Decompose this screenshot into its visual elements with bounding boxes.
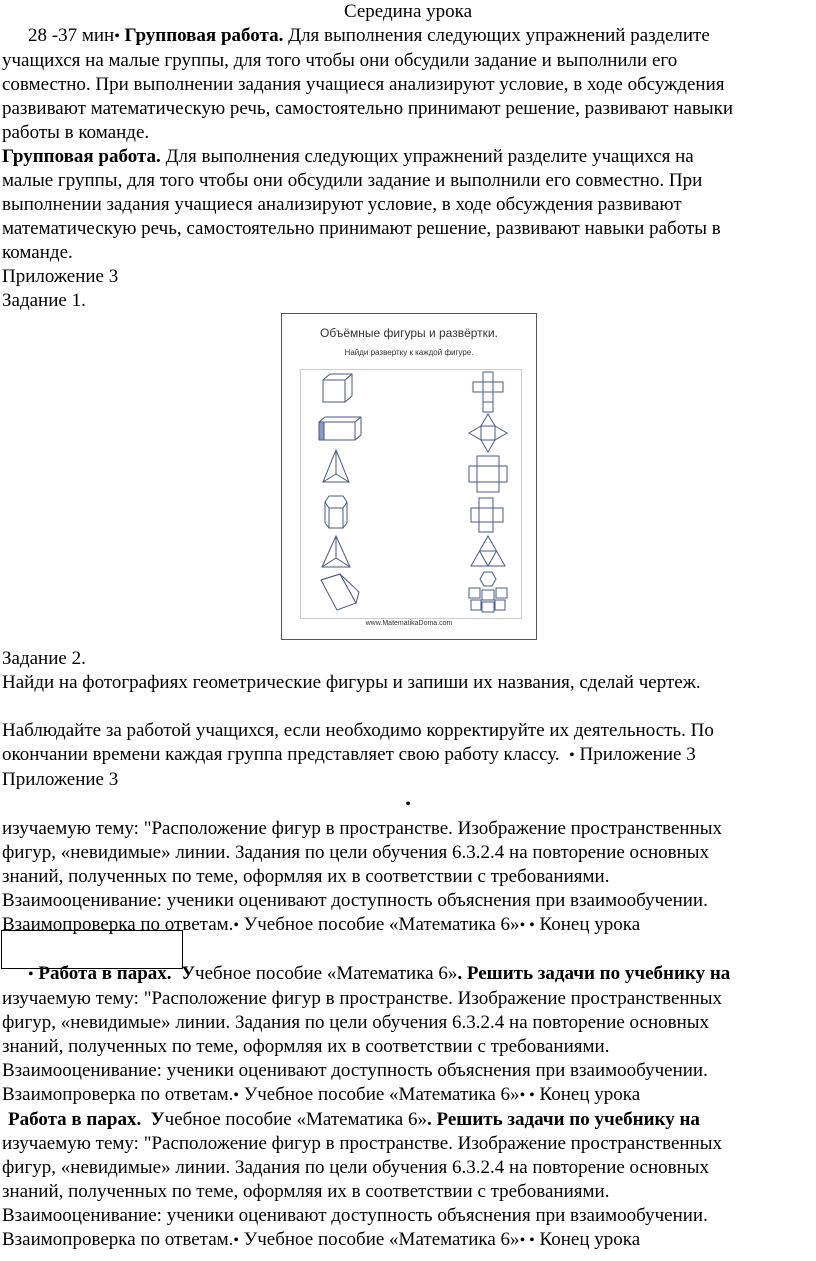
bold-lead: Групповая работа.	[2, 146, 161, 167]
task-label: Задание 1.	[2, 290, 86, 311]
bullet-icon: •	[233, 1232, 240, 1249]
paragraph-text: Учебное пособие «Математика 6»	[239, 1229, 520, 1250]
paragraph-line: математическую речь, самостоятельно принимают решение, развивают навыки работы в	[2, 218, 721, 239]
task-label: Задание 2.	[2, 648, 86, 669]
paragraph-text: Конец урока	[534, 1084, 641, 1105]
paragraph-line	[2, 145, 814, 169]
paragraph-line: совместно. При выполнении задания учащиеся анализируют условие, в ходе обсуждения	[2, 74, 725, 95]
paragraph-line	[2, 1228, 814, 1253]
bullet-icon: • •	[519, 1232, 535, 1249]
pyramid-net-icon	[469, 414, 507, 452]
bold-lead: Групповая работа.	[124, 25, 284, 46]
bold-letter: У	[150, 1109, 165, 1130]
paragraph-line: фигур, «невидимые» линии. Задания по цели обучения 6.3.2.4 на повторение основных	[2, 1012, 710, 1033]
paragraph-text: окончании времени каждая группа представляет свою работу классу.	[2, 744, 560, 765]
tetrahedron-net-icon	[471, 536, 505, 566]
paragraph-text: Для выполнения следующих упражнений разделите учащихся на	[160, 146, 694, 167]
paragraph-text: Взаимопроверка по ответам.	[2, 1084, 234, 1105]
paragraph-text: Для выполнения следующих упражнений разделите	[283, 25, 710, 46]
bullet-icon: •	[233, 917, 240, 934]
paragraph-line: изучаемую тему: "Расположение фигур в пространстве. Изображение пространственных	[2, 988, 723, 1009]
paragraph-text: Конец урока	[534, 1229, 641, 1250]
paragraph-line: знаний, полученных по теме, оформляя их в соответствии с требованиями.	[2, 866, 610, 887]
cuboid-icon	[319, 417, 361, 440]
paragraph-text: Взаимопроверка по ответам.	[2, 1229, 234, 1250]
paragraph-line: Взаимооценивание: ученики оценивают доступность объяснения при взаимообучении.	[2, 1060, 708, 1081]
cube-net-icon	[473, 372, 503, 412]
paragraph-text: Учебное пособие «Математика 6»	[239, 1084, 520, 1105]
bullet-icon: •	[28, 966, 34, 983]
paragraph-line: выполнении задания учащиеся анализируют условие, в ходе обсуждения развивают	[2, 194, 682, 215]
paragraph-line	[2, 1108, 814, 1132]
bold-lead: Работа в парах.	[38, 963, 172, 984]
appendix-label: Приложение 3	[2, 266, 119, 287]
empty-box	[1, 930, 183, 969]
bullet-icon: •	[405, 796, 411, 813]
hex-prism-icon	[325, 496, 347, 528]
paragraph-line: знаний, полученных по теме, оформляя их в соответствии с требованиями.	[2, 1036, 610, 1057]
triangular-prism-icon	[321, 574, 359, 610]
worksheet-url: www.MatematikaDoma.com	[365, 620, 453, 627]
paragraph-line	[2, 24, 814, 49]
bullet-icon: •	[233, 1087, 240, 1104]
prism-net-icon	[471, 498, 503, 532]
paragraph-text: Учебное пособие «Математика 6»	[239, 914, 520, 935]
paragraph-text: чебное пособие «Математика 6»	[164, 1109, 427, 1130]
paragraph-text: . Решить задачи по учебнику на	[427, 1109, 700, 1130]
appendix-label: Приложение 3	[2, 769, 119, 790]
cuboid-net-icon	[469, 456, 507, 492]
paragraph-line: Взаимооценивание: ученики оценивают доступность объяснения при взаимообучении.	[2, 1205, 708, 1226]
time-label: 28 -37 мин	[28, 25, 115, 46]
task-text: Найди на фотографиях геометрические фигуры и запиши их названия, сделай чертеж.	[2, 672, 701, 693]
paragraph-line	[2, 743, 814, 768]
hex-prism-net-icon	[469, 572, 507, 612]
bold-letter: У	[181, 963, 196, 984]
appendix-label: Приложение 3	[579, 744, 696, 765]
worksheet-frame	[300, 369, 522, 619]
bullet-icon: • •	[519, 1087, 535, 1104]
paragraph-line	[2, 1083, 814, 1108]
pyramid-icon	[323, 450, 349, 482]
paragraph-line: Наблюдайте за работой учащихся, если необходимо корректируйте их деятельность. По	[2, 720, 714, 741]
paragraph-line: Взаимооценивание: ученики оценивают доступность объяснения при взаимообучении.	[2, 890, 708, 911]
worksheet-subtitle: Найди развертку к каждой фигуре.	[344, 348, 474, 357]
bold-lead: Работа в парах.	[8, 1109, 142, 1130]
worksheet-title: Объёмные фигуры и развёртки.	[320, 326, 498, 340]
paragraph-line: изучаемую тему: "Расположение фигур в пространстве. Изображение пространственных	[2, 818, 723, 839]
paragraph-line: развивают математическую речь, самостоятельно принимают решение, развивают навыки	[2, 98, 734, 119]
bullet-icon: •	[569, 747, 575, 764]
blank-line	[2, 695, 814, 719]
paragraph-line: знаний, полученных по теме, оформляя их в соответствии с требованиями.	[2, 1181, 610, 1202]
tetrahedron-icon	[322, 536, 350, 567]
bullet-icon: • •	[519, 917, 535, 934]
paragraph-line: фигур, «невидимые» линии. Задания по цели обучения 6.3.2.4 на повторение основных	[2, 842, 710, 863]
worksheet-image	[281, 313, 537, 640]
section-heading: Середина урока	[343, 1, 473, 22]
paragraph-line: фигур, «невидимые» линии. Задания по цели обучения 6.3.2.4 на повторение основных	[2, 1157, 710, 1178]
shapes-drawing	[301, 370, 521, 618]
cube-icon	[323, 374, 352, 402]
paragraph-line: изучаемую тему: "Расположение фигур в пространстве. Изображение пространственных	[2, 1133, 723, 1154]
paragraph-line: учащихся на малые группы, для того чтобы они обсудили задание и выполнили его	[2, 50, 678, 71]
paragraph-text: . Решить задачи по учебнику на	[457, 963, 731, 984]
paragraph-line: команде.	[2, 242, 73, 263]
paragraph-text: чебное пособие «Математика 6»	[195, 963, 458, 984]
bullet-icon: •	[114, 28, 120, 45]
paragraph-text: Конец урока	[534, 914, 641, 935]
paragraph-text: Взаимопроверка по ответам.	[2, 914, 234, 935]
paragraph-line: работы в команде.	[2, 122, 150, 143]
paragraph-line: малые группы, для того чтобы они обсудили задание и выполнили его совместно. При	[2, 170, 703, 191]
